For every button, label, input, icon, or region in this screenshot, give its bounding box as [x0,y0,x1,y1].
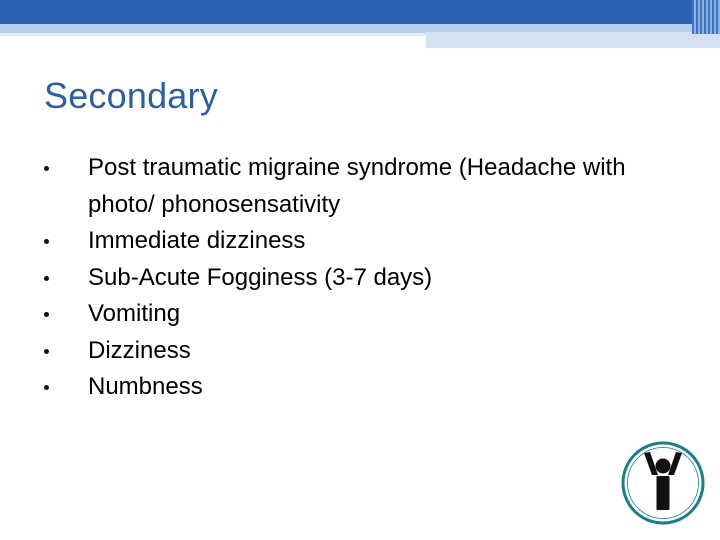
bullet-text: Post traumatic migraine syndrome (Headache with photo/ phonosensativity [88,154,626,218]
header-band-edge [0,33,426,36]
bullet-text: Sub-Acute Fogginess (3-7 days) [88,263,433,291]
bullet-text: Immediate dizziness [88,227,306,254]
bullet-item [44,223,664,260]
bullet-dot-icon [44,312,49,317]
header-band-accent [426,32,720,48]
bullet-item [44,260,664,297]
bullet-item [44,296,664,333]
bullet-text: Dizziness [88,336,191,364]
bullet-dot-icon [44,349,49,354]
bullet-item [44,150,664,223]
bullet-list [44,150,664,406]
bullet-text: Vomiting [88,300,181,327]
person-arms-raised-icon [620,440,706,526]
bullet-dot-icon [44,276,49,281]
bullet-item [44,333,664,370]
slide-title: Secondary [44,75,218,116]
header-band [0,0,720,24]
bullet-dot-icon [44,166,49,171]
bullet-text: Numbness [88,373,203,400]
bullet-dot-icon [44,239,49,244]
bullet-item [44,369,664,406]
header-stripes [692,0,720,34]
bullet-dot-icon [44,385,49,390]
